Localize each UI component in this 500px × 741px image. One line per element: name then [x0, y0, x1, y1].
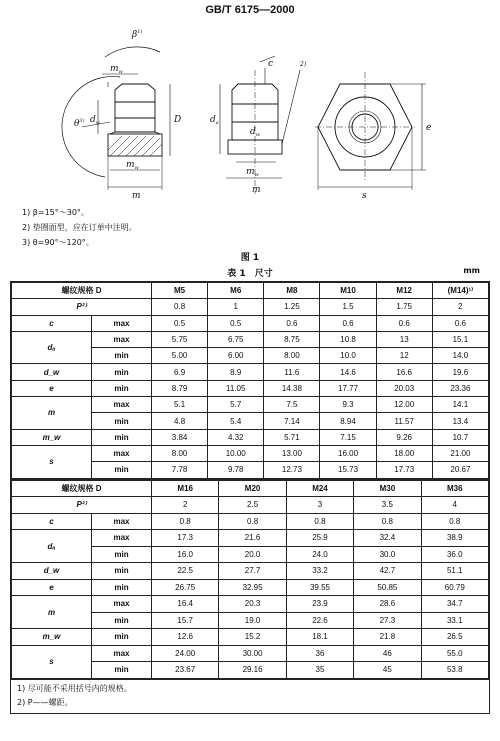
table-row	[12, 380, 489, 396]
table-header-row	[12, 480, 489, 497]
dimension-value: 8.79	[152, 380, 208, 396]
dimension-value: 23.67	[152, 662, 219, 679]
standard-header: GB/T 6175—2000	[205, 4, 295, 16]
table-footnotes	[11, 679, 489, 713]
dimension-symbol: c	[12, 513, 92, 530]
dimension-value: 45	[354, 662, 421, 679]
table-header-row	[12, 283, 489, 299]
dimension-value: 16.0	[152, 546, 219, 563]
dimension-value: 20.0	[219, 546, 286, 563]
limit-label: max	[92, 596, 152, 613]
dimension-symbol: s	[12, 445, 92, 478]
dimension-value: 7.15	[320, 429, 376, 445]
dw-label-left: $d_w$	[90, 115, 101, 126]
dimension-value: 19.6	[432, 364, 488, 380]
thread-spec-header: 螺纹规格 D	[12, 283, 152, 299]
dimension-value: 27.7	[219, 563, 286, 580]
dimension-value: 26.75	[152, 579, 219, 596]
dimension-value: 12.6	[152, 629, 219, 646]
dimension-value: 46	[354, 645, 421, 662]
dimension-value: 22.5	[152, 563, 219, 580]
dimension-value: 6.75	[208, 331, 264, 347]
dimension-value: 17.73	[376, 462, 432, 478]
dimension-value: 39.55	[286, 579, 353, 596]
dimension-value: 42.7	[354, 563, 421, 580]
dimension-value: 10.0	[320, 348, 376, 364]
limit-label: min	[92, 462, 152, 478]
size-header: (M14)¹⁾	[432, 283, 488, 299]
hex-nut-drawing	[60, 22, 450, 204]
dimension-value: 30.00	[219, 645, 286, 662]
table-section-1	[11, 282, 489, 479]
dimension-value: 3.84	[152, 429, 208, 445]
top-view	[315, 72, 426, 190]
dimension-value: 13.4	[432, 413, 488, 429]
dimension-value: 23.36	[432, 380, 488, 396]
footnote-2: 2) P——螺距。	[17, 697, 73, 707]
limit-label: min	[92, 579, 152, 596]
limit-label: max	[92, 315, 152, 331]
dimension-value: 28.6	[354, 596, 421, 613]
dimension-value: 5.7	[208, 397, 264, 413]
limit-label: max	[92, 445, 152, 461]
dimension-value: 23.9	[286, 596, 353, 613]
note-1: 1) β=15°～30°。	[22, 208, 89, 217]
table-row	[12, 429, 489, 445]
dimension-value: 8.00	[264, 348, 320, 364]
dimension-value: 5.1	[152, 397, 208, 413]
limit-label: min	[92, 662, 152, 679]
pitch-value: 3	[286, 497, 353, 514]
dimension-value: 55.0	[421, 645, 488, 662]
table-row	[12, 530, 489, 547]
dimension-value: 21.00	[432, 445, 488, 461]
table-row	[12, 445, 489, 461]
dimension-symbol: m	[12, 596, 92, 629]
size-header: M6	[208, 283, 264, 299]
table-row	[12, 563, 489, 580]
dimension-value: 16.00	[320, 445, 376, 461]
size-header: M8	[264, 283, 320, 299]
dimension-value: 19.0	[219, 612, 286, 629]
dimension-value: 5.00	[152, 348, 208, 364]
dimension-value: 5.75	[152, 331, 208, 347]
front-view	[220, 56, 300, 194]
s-label: s	[362, 191, 367, 201]
dimension-value: 12.00	[376, 397, 432, 413]
unit-label: mm	[463, 266, 480, 275]
dimension-value: 12	[376, 348, 432, 364]
dimension-value: 34.7	[421, 596, 488, 613]
dimension-value: 11.57	[376, 413, 432, 429]
theta-label: $\theta^{3)}$	[74, 118, 85, 129]
dimension-value: 9.3	[320, 397, 376, 413]
size-header: M24	[286, 480, 353, 497]
dimension-value: 13	[376, 331, 432, 347]
dimension-value: 16.4	[152, 596, 219, 613]
note-2: 2) 垫圈面型，应在订单中注明。	[22, 223, 137, 232]
table-row	[12, 596, 489, 613]
dimension-value: 9.78	[208, 462, 264, 478]
dimension-symbol: c	[12, 315, 92, 331]
limit-label: max	[92, 513, 152, 530]
dimension-symbol: m_w	[12, 629, 92, 646]
limit-label: min	[92, 563, 152, 580]
dimension-value: 14.6	[320, 364, 376, 380]
limit-label: min	[92, 413, 152, 429]
table-title: 表 1 尺寸	[227, 269, 273, 279]
limit-label: min	[92, 348, 152, 364]
dimension-value: 8.75	[264, 331, 320, 347]
dimension-value: 22.6	[286, 612, 353, 629]
dimension-value: 20.67	[432, 462, 488, 478]
table-row	[12, 397, 489, 413]
limit-label: min	[92, 612, 152, 629]
limit-label: max	[92, 645, 152, 662]
table-section-2	[11, 479, 489, 679]
dimension-value: 8.9	[208, 364, 264, 380]
dimension-value: 14.38	[264, 380, 320, 396]
beta-label: $\beta^{1)}$	[132, 29, 143, 40]
dimension-symbol: e	[12, 579, 92, 596]
dimension-value: 53.8	[421, 662, 488, 679]
dimension-value: 33.2	[286, 563, 353, 580]
c-label: c	[268, 59, 274, 69]
pitch-label: P²⁾	[12, 299, 152, 315]
dimension-value: 30.0	[354, 546, 421, 563]
dimension-value: 15.7	[152, 612, 219, 629]
m-label-left: m	[132, 191, 141, 201]
pitch-value: 0.8	[152, 299, 208, 315]
dimension-value: 8.94	[320, 413, 376, 429]
dimension-value: 7.78	[152, 462, 208, 478]
dimension-value: 25.9	[286, 530, 353, 547]
dimension-value: 10.7	[432, 429, 488, 445]
table-row	[12, 629, 489, 646]
pitch-label: P²⁾	[12, 497, 152, 514]
dimension-value: 0.6	[432, 315, 488, 331]
dimension-value: 16.6	[376, 364, 432, 380]
mw-label-top: $m_w$	[110, 64, 123, 75]
dimension-value: 0.5	[208, 315, 264, 331]
dimension-value: 6.00	[208, 348, 264, 364]
dimension-value: 0.6	[320, 315, 376, 331]
sup2-label: 2)	[300, 61, 307, 68]
dimension-value: 0.8	[219, 513, 286, 530]
dimension-value: 7.5	[264, 397, 320, 413]
table-row	[12, 645, 489, 662]
dimension-value: 14.0	[432, 348, 488, 364]
table-row	[12, 513, 489, 530]
dimension-value: 27.3	[354, 612, 421, 629]
dimension-value: 17.3	[152, 530, 219, 547]
dimension-value: 32.95	[219, 579, 286, 596]
pitch-value: 4	[421, 497, 488, 514]
D-label: D	[174, 115, 182, 125]
dimension-value: 11.6	[264, 364, 320, 380]
dimension-value: 18.1	[286, 629, 353, 646]
dimension-value: 0.8	[286, 513, 353, 530]
table-row	[12, 299, 489, 315]
dimension-value: 4.32	[208, 429, 264, 445]
dimension-symbol: e	[12, 380, 92, 396]
dimension-value: 13.00	[264, 445, 320, 461]
dimension-value: 0.8	[421, 513, 488, 530]
table-row	[12, 579, 489, 596]
dimension-value: 17.77	[320, 380, 376, 396]
dimension-symbol: d_w	[12, 563, 92, 580]
dimension-value: 24.00	[152, 645, 219, 662]
dimension-value: 0.6	[264, 315, 320, 331]
dimension-value: 24.0	[286, 546, 353, 563]
limit-label: max	[92, 331, 152, 347]
dimension-value: 5.71	[264, 429, 320, 445]
dimension-value: 6.9	[152, 364, 208, 380]
limit-label: max	[92, 530, 152, 547]
size-header: M16	[152, 480, 219, 497]
table-row	[12, 497, 489, 514]
thread-spec-header: 螺纹规格 D	[12, 480, 152, 497]
dimension-value: 21.8	[354, 629, 421, 646]
dimension-value: 20.03	[376, 380, 432, 396]
table-row	[12, 364, 489, 380]
dw-label-mid: $d_w$	[250, 127, 261, 138]
note-3: 3) θ=90°～120°。	[22, 238, 94, 247]
size-header: M20	[219, 480, 286, 497]
dimensions-table	[10, 281, 490, 714]
figure-label: 图 1	[240, 253, 260, 263]
dimension-value: 32.4	[354, 530, 421, 547]
footnote-1: 1) 尽可能不采用括号内的规格。	[17, 683, 132, 693]
m-label-mid: m	[252, 185, 261, 195]
dimension-value: 60.79	[421, 579, 488, 596]
pitch-value: 1.5	[320, 299, 376, 315]
dimension-symbol: m	[12, 397, 92, 430]
dimension-value: 14.1	[432, 397, 488, 413]
limit-label: min	[92, 380, 152, 396]
dimension-value: 15.1	[432, 331, 488, 347]
dimension-symbol: m_w	[12, 429, 92, 445]
size-header: M30	[354, 480, 421, 497]
dimension-value: 50.85	[354, 579, 421, 596]
pitch-value: 2	[152, 497, 219, 514]
dimension-value: 5.4	[208, 413, 264, 429]
limit-label: min	[92, 364, 152, 380]
pitch-value: 2.5	[219, 497, 286, 514]
pitch-value: 3.5	[354, 497, 421, 514]
dimension-value: 36.0	[421, 546, 488, 563]
dimension-value: 10.00	[208, 445, 264, 461]
dimension-value: 7.14	[264, 413, 320, 429]
pitch-value: 2	[432, 299, 488, 315]
dimension-value: 51.1	[421, 563, 488, 580]
limit-label: min	[92, 629, 152, 646]
da-label: $d_a$	[210, 115, 219, 126]
table-row	[12, 331, 489, 347]
dimension-value: 4.8	[152, 413, 208, 429]
dimension-value: 20.3	[219, 596, 286, 613]
dimension-value: 29.16	[219, 662, 286, 679]
dimension-value: 8.00	[152, 445, 208, 461]
size-header: M36	[421, 480, 488, 497]
pitch-value: 1.75	[376, 299, 432, 315]
mw-label-bottom: $m_w$	[126, 160, 139, 171]
mw-label-mid: $m_w$	[246, 167, 259, 178]
dimension-value: 10.8	[320, 331, 376, 347]
dimension-value: 0.6	[376, 315, 432, 331]
dimension-value: 9.26	[376, 429, 432, 445]
dimension-value: 38.9	[421, 530, 488, 547]
dimension-value: 18.00	[376, 445, 432, 461]
figure-notes	[22, 205, 137, 250]
table-row	[12, 315, 489, 331]
dimension-symbol: d_w	[12, 364, 92, 380]
limit-label: min	[92, 429, 152, 445]
dimension-value: 0.5	[152, 315, 208, 331]
dimension-symbol: dₐ	[12, 331, 92, 364]
dimension-value: 35	[286, 662, 353, 679]
dimension-value: 15.73	[320, 462, 376, 478]
dimension-value: 11.05	[208, 380, 264, 396]
dimension-symbol: s	[12, 645, 92, 678]
dimension-value: 12.73	[264, 462, 320, 478]
e-label: e	[426, 123, 432, 133]
dimension-value: 15.2	[219, 629, 286, 646]
size-header: M12	[376, 283, 432, 299]
dimension-value: 0.8	[354, 513, 421, 530]
dimension-value: 33.1	[421, 612, 488, 629]
dimension-symbol: dₐ	[12, 530, 92, 563]
limit-label: min	[92, 546, 152, 563]
pitch-value: 1	[208, 299, 264, 315]
pitch-value: 1.25	[264, 299, 320, 315]
dimension-value: 36	[286, 645, 353, 662]
dimension-value: 0.8	[152, 513, 219, 530]
limit-label: max	[92, 397, 152, 413]
size-header: M10	[320, 283, 376, 299]
dimension-value: 26.5	[421, 629, 488, 646]
dimension-value: 21.6	[219, 530, 286, 547]
size-header: M5	[152, 283, 208, 299]
